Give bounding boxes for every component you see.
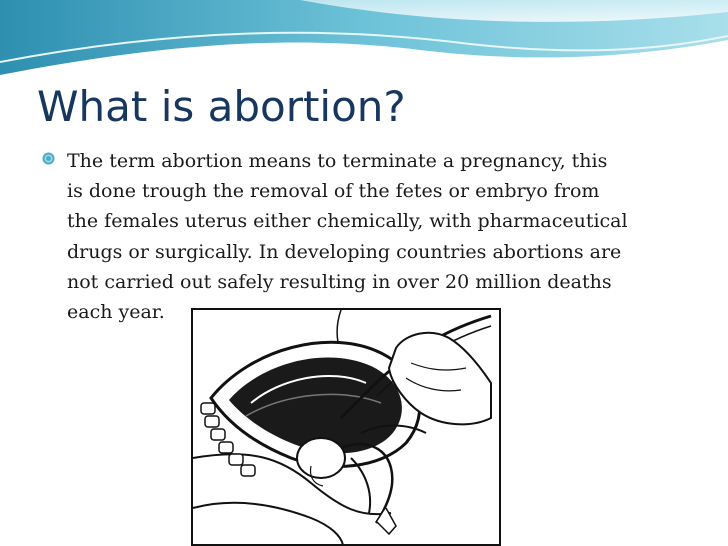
medical-procedure-illustration xyxy=(191,308,501,546)
bullet-line: the females uterus either chemically, with pharmaceutical xyxy=(67,210,628,233)
bullet-line: drugs or surgically. In developing countries abortions are xyxy=(67,240,622,263)
bullet-point xyxy=(42,146,682,327)
bullet-line: is done trough the removal of the fetes or embryo from xyxy=(67,180,600,203)
bullet-line: not carried out safely resulting in over 20 million deaths xyxy=(67,270,612,293)
slide-title: What is abortion? xyxy=(37,82,406,131)
bullet-line: each year. xyxy=(67,301,165,324)
header-wave-decoration xyxy=(0,0,728,90)
bullet-circle-icon xyxy=(42,152,55,165)
bullet-line: The term abortion means to terminate a pregnancy, this xyxy=(67,150,608,172)
bullet-text xyxy=(67,146,682,327)
